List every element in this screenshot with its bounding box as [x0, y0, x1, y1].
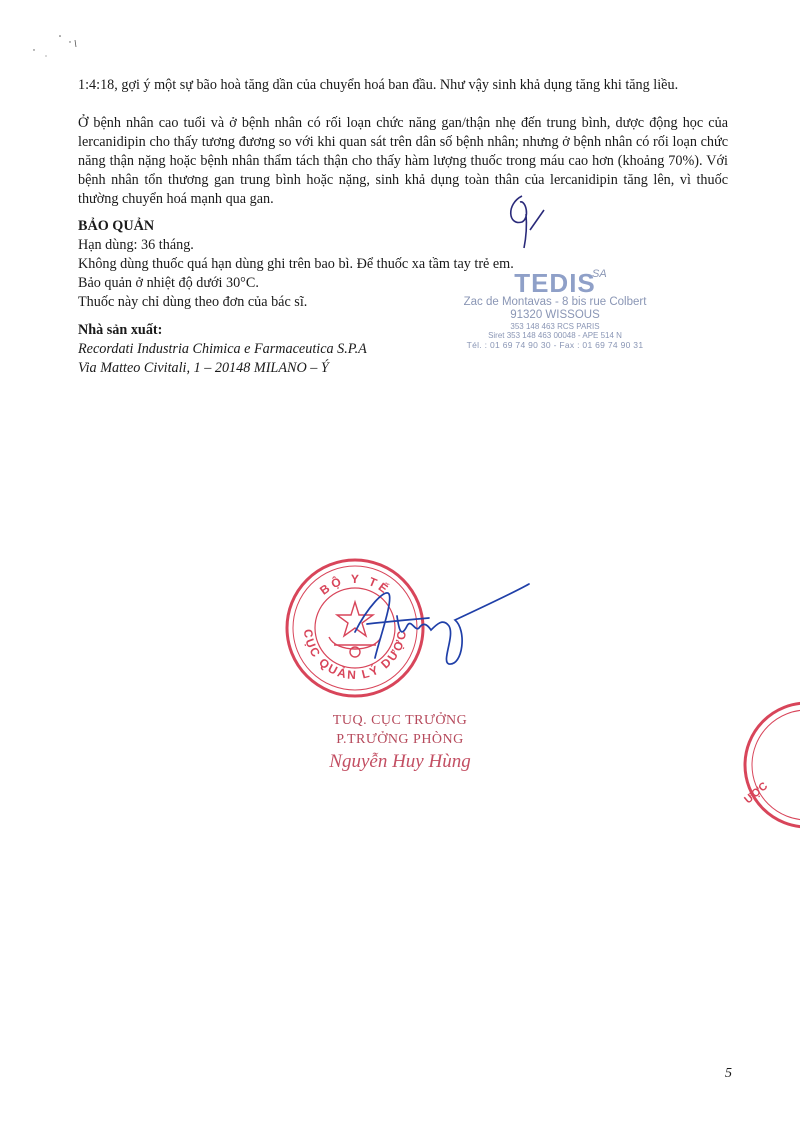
tedis-phone: Tél. : 01 69 74 90 30 - Fax : 01 69 74 90 31	[466, 340, 644, 350]
manufacturer-address: Via Matteo Civitali, 1 – 20148 MILANO – Ý	[78, 360, 329, 376]
official-title-1: TUQ. CỤC TRƯỞNG	[332, 713, 468, 728]
tedis-postcode: 91320 WISSOUS	[510, 309, 600, 321]
scan-specks	[30, 30, 90, 70]
seal-top-text: BỘ Y TẾ	[317, 571, 393, 598]
official-signature-block	[300, 711, 500, 775]
tedis-rcs: 353 148 463 RCS PARIS	[510, 322, 600, 331]
manufacturer-heading: Nhà sản xuất:	[78, 322, 163, 338]
storage-line: Bảo quản ở nhiệt độ dưới 30°C.	[78, 275, 259, 291]
partial-seal-text: ƯỢC	[742, 780, 771, 807]
official-title-2: P.TRƯỞNG PHÒNG	[336, 732, 464, 747]
tedis-siret: Siret 353 148 463 00048 - APE 514 N	[488, 331, 622, 340]
storage-line: Hạn dùng: 36 tháng.	[78, 237, 194, 253]
paragraph-special-populations: Ở bệnh nhân cao tuổi và ở bệnh nhân có rối loạn chức năng gan/thận nhẹ đến trung bình, dược động học của lercanidipin cho thấy tương đương so với khi quan sát trên dân số bệnh nhân; nhưng ở bệnh nhân có rối loạn chức năng thận nặng hoặc bệnh nhân thẩm tách thận cho thấy hàm lượng thuốc trong máu cao hơn (khoảng 70%). Với bệnh nhân tổn thương gan trung bình hoặc nặng, sinh khả dụng toàn thân của lercanidipin tăng lên, vì thuốc thường chuyển hoá mạnh qua gan.	[78, 115, 728, 207]
storage-line: Thuốc này chỉ dùng theo đơn của bác sĩ.	[78, 294, 308, 310]
initial-signature	[500, 192, 560, 252]
seal-ring-text: CỤC QUẢN LÝ DƯỢC	[300, 628, 410, 683]
paragraph-bioavailability: 1:4:18, gợi ý một sự bão hoà tăng dần của chuyển hoá ban đầu. Như vậy sinh khả dụng tăng khi tăng liều.	[78, 77, 679, 93]
tedis-company-stamp	[440, 270, 670, 370]
main-signature	[345, 580, 535, 670]
tedis-suffix: SA	[592, 268, 607, 280]
page-number: 5	[725, 1066, 732, 1081]
partial-seal	[712, 700, 800, 830]
storage-heading: BẢO QUẢN	[78, 218, 155, 234]
manufacturer-name: Recordati Industria Chimica e Farmaceutica S.P.A	[78, 341, 367, 357]
tedis-address: Zac de Montavas - 8 bis rue Colbert	[463, 296, 647, 308]
storage-line: Không dùng thuốc quá hạn dùng ghi trên bao bì. Để thuốc xa tầm tay trẻ em.	[78, 256, 514, 272]
tedis-logo: TEDIS	[514, 268, 596, 298]
official-name: Nguyễn Huy Hùng	[329, 751, 471, 772]
